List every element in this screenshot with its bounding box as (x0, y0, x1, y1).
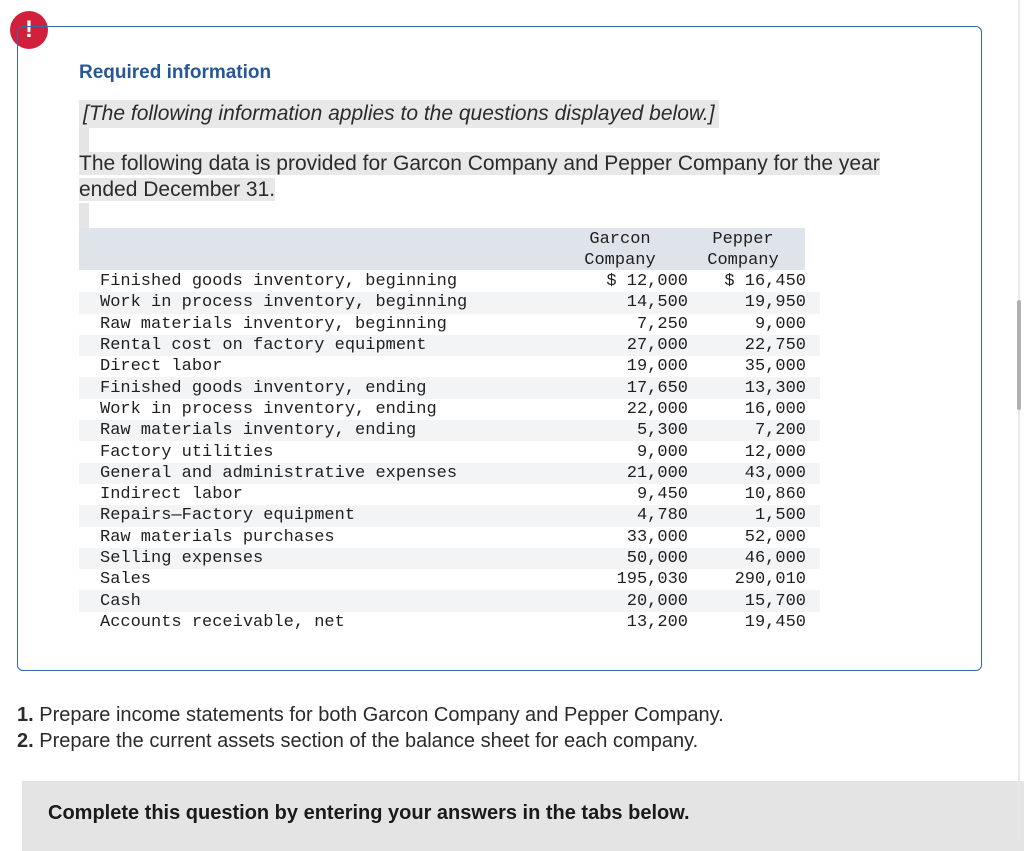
garcon-value: $ 12,000 (606, 272, 688, 292)
table-row (79, 441, 820, 462)
row-label: Rental cost on factory equipment (79, 335, 581, 356)
question-item: 1. Prepare income statements for both Garcon Company and Pepper Company. (17, 704, 724, 726)
column-header-pepper: Pepper Company (707, 230, 779, 270)
row-label: General and administrative expenses (79, 463, 581, 484)
table-row (79, 484, 820, 505)
table-row (79, 335, 820, 356)
row-label: Work in process inventory, beginning (79, 292, 581, 313)
row-label: Repairs—Factory equipment (79, 505, 581, 526)
garcon-value: 19,000 (626, 357, 688, 377)
pepper-value: 9,000 (754, 314, 806, 334)
pepper-value: 16,000 (744, 399, 806, 419)
table-row (79, 527, 820, 548)
scrollbar-thumb[interactable] (1017, 300, 1021, 410)
row-label: Work in process inventory, ending (100, 399, 437, 419)
intro-text: The following data is provided for Garcon Company and Pepper Company for the year ended December 31. (79, 152, 880, 201)
question-list (17, 702, 724, 754)
garcon-value: 9,000 (636, 442, 688, 462)
row-label: Accounts receivable, net (100, 612, 345, 632)
table-row (79, 377, 820, 398)
pepper-value: 19,450 (744, 612, 806, 632)
pepper-value: 15,700 (702, 590, 820, 611)
table-row (79, 548, 820, 569)
pepper-value: 22,750 (702, 335, 820, 356)
row-label: Cash (79, 590, 581, 611)
garcon-value: 22,000 (626, 399, 688, 419)
pepper-value: 43,000 (702, 463, 820, 484)
pepper-value: 1,500 (702, 505, 820, 526)
table-row (79, 271, 820, 292)
garcon-value: 21,000 (581, 463, 702, 484)
question-item: 2. Prepare the current assets section of the balance sheet for each company. (17, 730, 699, 752)
garcon-value: 13,200 (626, 612, 688, 632)
table-row (79, 505, 820, 526)
garcon-value: 27,000 (581, 335, 702, 356)
table-row (79, 569, 820, 590)
pepper-value: $ 16,450 (724, 272, 806, 292)
table-row (79, 463, 820, 484)
garcon-value: 195,030 (616, 570, 688, 590)
table-row (79, 292, 820, 313)
pepper-value: 7,200 (702, 420, 820, 441)
garcon-value: 20,000 (581, 590, 702, 611)
table-row (79, 420, 820, 441)
table-row (79, 314, 820, 335)
pepper-value: 13,300 (702, 377, 820, 398)
garcon-value: 50,000 (581, 548, 702, 569)
row-label: Finished goods inventory, ending (79, 377, 581, 398)
garcon-value: 17,650 (581, 377, 702, 398)
row-label: Finished goods inventory, beginning (100, 272, 458, 292)
garcon-value: 7,250 (636, 314, 688, 334)
row-label: Raw materials purchases (100, 527, 335, 547)
table-row (79, 590, 820, 611)
info-note: [The following information applies to the questions displayed below.] (79, 100, 719, 128)
table-row (79, 399, 820, 420)
pepper-value: 290,010 (734, 570, 806, 590)
row-label: Raw materials inventory, ending (79, 420, 581, 441)
table-row (79, 356, 820, 377)
decorative-bar (79, 203, 89, 228)
row-label: Selling expenses (79, 548, 581, 569)
garcon-value: 9,450 (636, 485, 688, 505)
garcon-value: 14,500 (581, 292, 702, 313)
required-info-title: Required information (79, 62, 272, 83)
pepper-value: 19,950 (702, 292, 820, 313)
table-row (79, 612, 820, 633)
row-label: Direct labor (100, 357, 223, 377)
row-label: Sales (100, 570, 152, 590)
instructions-text: Complete this question by entering your answers in the tabs below. (48, 802, 690, 824)
pepper-value: 46,000 (702, 548, 820, 569)
pepper-value: 52,000 (744, 527, 806, 547)
garcon-value: 33,000 (626, 527, 688, 547)
row-label: Indirect labor (100, 485, 243, 505)
row-label: Factory utilities (100, 442, 274, 462)
column-header-garcon: Garcon Company (584, 230, 656, 270)
row-label: Raw materials inventory, beginning (100, 314, 447, 334)
pepper-value: 12,000 (744, 442, 806, 462)
data-table (79, 271, 820, 633)
garcon-value: 4,780 (581, 505, 702, 526)
pepper-value: 35,000 (744, 357, 806, 377)
alert-icon: ! (10, 11, 48, 49)
scrollbar-track[interactable] (1018, 0, 1020, 840)
pepper-value: 10,860 (744, 485, 806, 505)
garcon-value: 5,300 (581, 420, 702, 441)
